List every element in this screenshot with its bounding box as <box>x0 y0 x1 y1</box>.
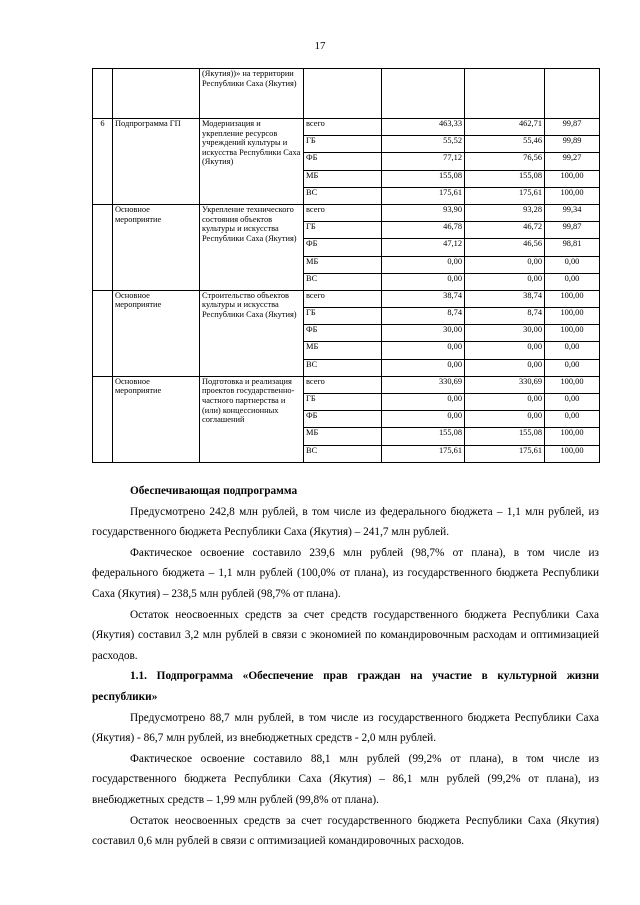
execution-percent: 100,00 <box>545 290 600 307</box>
table-cell <box>545 69 600 119</box>
planned-amount: 30,00 <box>382 325 465 342</box>
table-cell <box>465 69 545 119</box>
planned-amount: 0,00 <box>382 256 465 273</box>
actual-amount: 175,61 <box>465 187 545 204</box>
planned-amount: 0,00 <box>382 394 465 411</box>
actual-amount: 0,00 <box>465 256 545 273</box>
actual-amount: 93,28 <box>465 204 545 221</box>
paragraph: Остаток неосвоенных средств за счет государственного бюджета Республики Саха (Якутия) составил 0,6 млн рублей в связи с оптимизацией командировочных расходов. <box>92 814 599 848</box>
row-number <box>93 290 113 376</box>
actual-amount: 38,74 <box>465 290 545 307</box>
planned-amount: 55,52 <box>382 136 465 153</box>
body-text <box>92 481 599 852</box>
execution-percent: 0,00 <box>545 273 600 290</box>
planned-amount: 0,00 <box>382 359 465 376</box>
funding-source: всего <box>304 204 382 221</box>
funding-source: МБ <box>304 170 382 187</box>
funding-source: ВС <box>304 187 382 204</box>
actual-amount: 0,00 <box>465 273 545 290</box>
program-description: Строительство объектов культуры и искусства Республики Саха (Якутия) <box>200 290 304 376</box>
actual-amount: 462,71 <box>465 119 545 136</box>
section-heading: Обеспечивающая подпрограмма <box>130 485 298 497</box>
funding-source: всего <box>304 376 382 393</box>
execution-percent: 99,87 <box>545 119 600 136</box>
funding-source: ФБ <box>304 325 382 342</box>
planned-amount: 0,00 <box>382 273 465 290</box>
planned-amount: 0,00 <box>382 342 465 359</box>
program-name: Подпрограмма ГП <box>113 119 200 205</box>
subsection-heading: 1.1. Подпрограмма «Обеспечение прав граждан на участие в культурной жизни республики» <box>92 670 599 703</box>
funding-source: МБ <box>304 428 382 445</box>
table-row <box>93 376 600 393</box>
execution-percent: 100,00 <box>545 308 600 325</box>
funding-source: ВС <box>304 359 382 376</box>
planned-amount: 463,33 <box>382 119 465 136</box>
execution-percent: 98,81 <box>545 239 600 256</box>
actual-amount: 46,56 <box>465 239 545 256</box>
funding-source: МБ <box>304 342 382 359</box>
program-name: Основное мероприятие <box>113 204 200 290</box>
execution-percent: 100,00 <box>545 428 600 445</box>
table-cell <box>304 69 382 119</box>
actual-amount: 155,08 <box>465 170 545 187</box>
execution-percent: 0,00 <box>545 256 600 273</box>
paragraph: Предусмотрено 88,7 млн рублей, в том числе из государственного бюджета Республики Саха (Якутия) - 86,7 млн рублей, из внебюджетных средств - 2,0 млн рублей. <box>92 711 599 745</box>
planned-amount: 8,74 <box>382 308 465 325</box>
planned-amount: 155,08 <box>382 428 465 445</box>
row-number: 6 <box>93 119 113 205</box>
funding-source: ГБ <box>304 136 382 153</box>
execution-percent: 0,00 <box>545 411 600 428</box>
paragraph: Остаток неосвоенных средств за счет средств государственного бюджета Республики Саха (Якутия) составил 3,2 млн рублей в связи с экономией по командировочным расходам и оптимизацией расходов. <box>92 608 599 662</box>
paragraph: Фактическое освоение составило 239,6 млн рублей (98,7% от плана), в том числе из федерального бюджета – 1,1 млн рублей (100,0% от плана), из государственного бюджета Республики Саха (Якутия) – 238,5 млн рублей (98,7% от плана). <box>92 546 599 600</box>
funding-source: ГБ <box>304 222 382 239</box>
actual-amount: 0,00 <box>465 394 545 411</box>
planned-amount: 38,74 <box>382 290 465 307</box>
funding-source: ВС <box>304 273 382 290</box>
actual-amount: 0,00 <box>465 411 545 428</box>
actual-amount: 0,00 <box>465 359 545 376</box>
funding-source: ФБ <box>304 239 382 256</box>
continuation-text: (Якутия))» на территории Республики Саха (Якутия) <box>200 69 304 119</box>
actual-amount: 46,72 <box>465 222 545 239</box>
planned-amount: 77,12 <box>382 153 465 170</box>
planned-amount: 93,90 <box>382 204 465 221</box>
planned-amount: 175,61 <box>382 187 465 204</box>
planned-amount: 47,12 <box>382 239 465 256</box>
table-row-continuation <box>93 69 600 119</box>
execution-percent: 0,00 <box>545 342 600 359</box>
table-cell <box>382 69 465 119</box>
execution-percent: 100,00 <box>545 187 600 204</box>
funding-source: ВС <box>304 445 382 462</box>
execution-percent: 100,00 <box>545 376 600 393</box>
execution-percent: 99,89 <box>545 136 600 153</box>
planned-amount: 46,78 <box>382 222 465 239</box>
execution-percent: 99,87 <box>545 222 600 239</box>
funding-source: всего <box>304 290 382 307</box>
table-row <box>93 119 600 136</box>
table-cell <box>113 69 200 119</box>
actual-amount: 76,56 <box>465 153 545 170</box>
execution-percent: 100,00 <box>545 170 600 187</box>
program-description: Подготовка и реализация проектов государственно-частного партнерства и (или) концессионных соглашений <box>200 376 304 462</box>
execution-percent: 100,00 <box>545 325 600 342</box>
actual-amount: 155,08 <box>465 428 545 445</box>
row-number <box>93 376 113 462</box>
funding-source: ФБ <box>304 411 382 428</box>
actual-amount: 55,46 <box>465 136 545 153</box>
execution-percent: 0,00 <box>545 359 600 376</box>
table-cell <box>93 69 113 119</box>
funding-source: ГБ <box>304 308 382 325</box>
execution-percent: 99,34 <box>545 204 600 221</box>
page-number: 17 <box>314 40 326 52</box>
paragraph: Предусмотрено 242,8 млн рублей, в том числе из федерального бюджета – 1,1 млн рублей, из государственного бюджета Республики Саха (Якутия) – 241,7 млн рублей. <box>92 505 599 539</box>
funding-source: МБ <box>304 256 382 273</box>
execution-percent: 0,00 <box>545 394 600 411</box>
program-description: Модернизация и укрепление ресурсов учреждений культуры и искусства Республики Саха (Якутия) <box>200 119 304 205</box>
execution-percent: 99,27 <box>545 153 600 170</box>
budget-table <box>92 68 600 463</box>
paragraph: Фактическое освоение составило 88,1 млн рублей (99,2% от плана), в том числе из государственного бюджета Республики Саха (Якутия) – 86,1 млн рублей (99,2% от плана), из внебюджетных средств – 1,99 млн рублей (99,8% от плана). <box>92 752 599 806</box>
execution-percent: 100,00 <box>545 445 600 462</box>
table-row <box>93 290 600 307</box>
table-row <box>93 204 600 221</box>
actual-amount: 0,00 <box>465 342 545 359</box>
row-number <box>93 204 113 290</box>
program-name: Основное мероприятие <box>113 376 200 462</box>
actual-amount: 330,69 <box>465 376 545 393</box>
actual-amount: 8,74 <box>465 308 545 325</box>
program-description: Укрепление технического состояния объектов культуры и искусства Республики Саха (Якутия) <box>200 204 304 290</box>
actual-amount: 175,61 <box>465 445 545 462</box>
planned-amount: 155,08 <box>382 170 465 187</box>
funding-source: ФБ <box>304 153 382 170</box>
funding-source: всего <box>304 119 382 136</box>
program-name: Основное мероприятие <box>113 290 200 376</box>
planned-amount: 0,00 <box>382 411 465 428</box>
planned-amount: 175,61 <box>382 445 465 462</box>
planned-amount: 330,69 <box>382 376 465 393</box>
funding-source: ГБ <box>304 394 382 411</box>
actual-amount: 30,00 <box>465 325 545 342</box>
